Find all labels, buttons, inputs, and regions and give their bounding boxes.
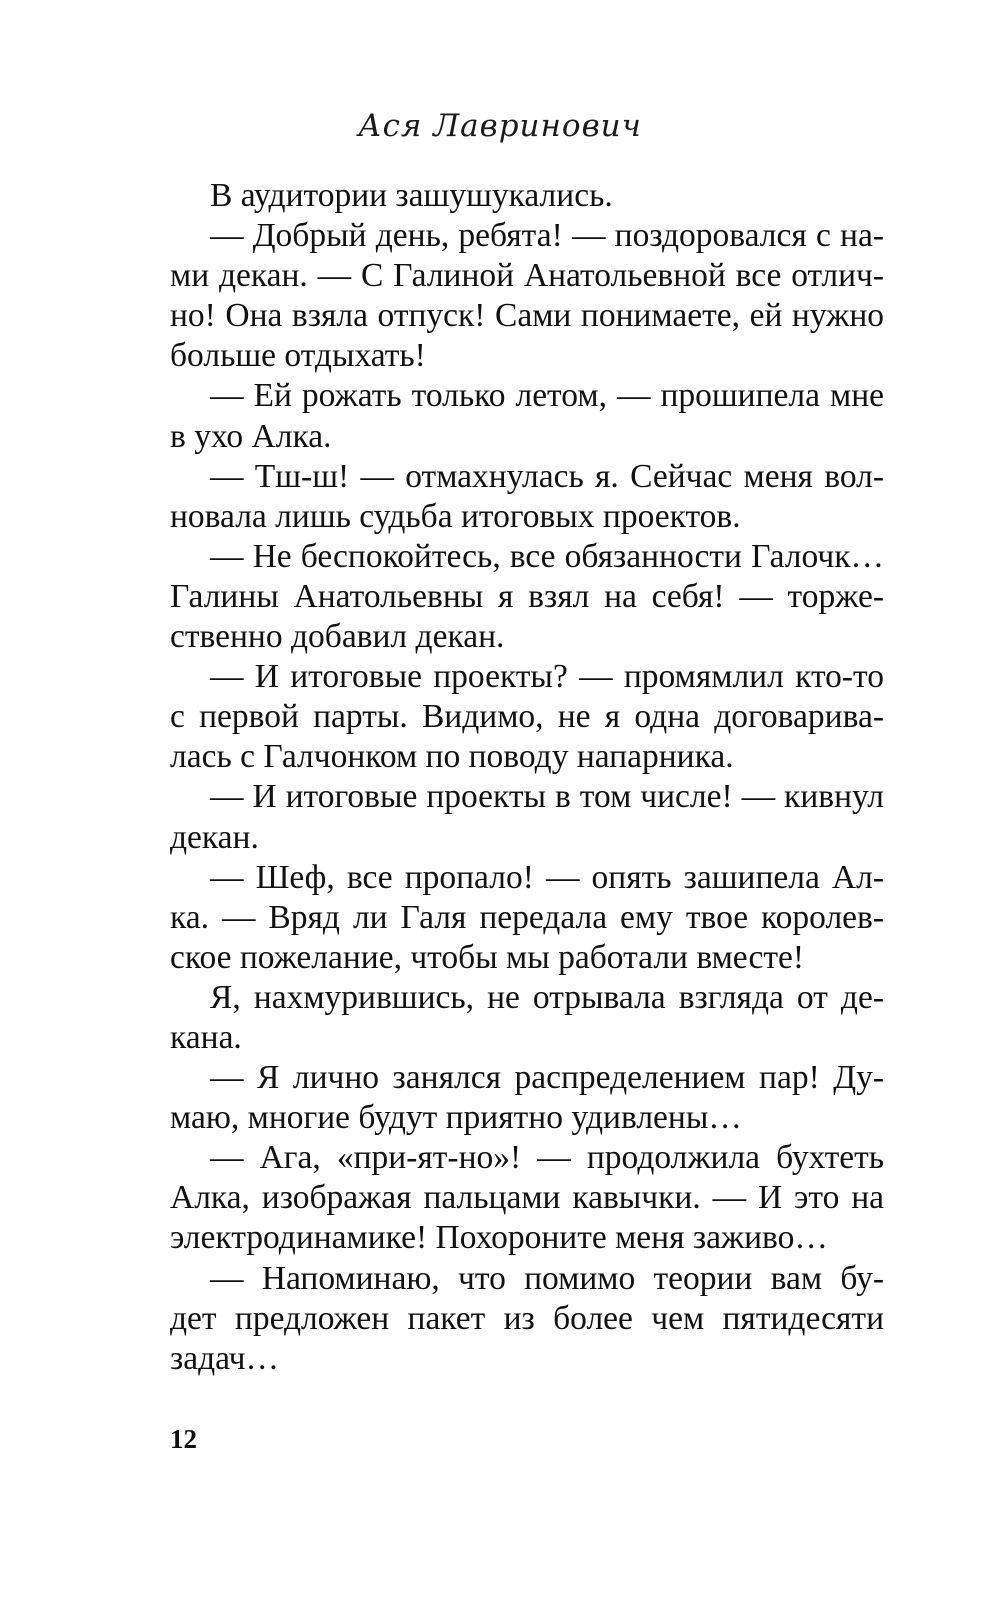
- text-line: в ухо Алка.: [170, 417, 332, 455]
- text-line: кана.: [170, 1018, 242, 1056]
- text-line: больше отдыхать!: [170, 337, 426, 375]
- text-line: — Шеф, все пропало! — опять зашипела Ал-: [210, 858, 884, 896]
- text-line: В аудитории зашушукались.: [210, 177, 613, 214]
- text-line: маю, многие будут приятно удивлены…: [170, 1099, 742, 1137]
- text-line: ственно добавил декан.: [170, 618, 505, 656]
- text-line: — Ей рожать только летом, — прошипела мне: [210, 377, 884, 415]
- text-line: лась с Галчонком по поводу напарника.: [170, 738, 734, 776]
- text-line: — Добрый день, ребята! — поздоровался с на-: [210, 217, 884, 255]
- text-line: — Тш-ш! — отмахнулась я. Сейчас меня вол-: [210, 457, 884, 495]
- text-line: ское пожелание, чтобы мы работали вместе!: [170, 938, 805, 976]
- text-line: — И итоговые проекты? — промямлил кто-то: [210, 658, 884, 696]
- text-line: Алка, изображая пальцами кавычки. — И это на: [170, 1179, 884, 1217]
- body-text: [170, 176, 884, 1379]
- text-line: Я, нахмурившись, не отрывала взгляда от де-: [210, 978, 884, 1016]
- text-line: задач…: [170, 1339, 280, 1377]
- text-line: но! Она взяла отпуск! Сами понимаете, ей нужно: [170, 297, 884, 335]
- page-number: 12: [170, 1424, 197, 1454]
- text-line: ка. — Вряд ли Галя передала ему твое королев-: [170, 898, 884, 936]
- text-line: — Не беспокойтесь, все обязанности Галочк…: [210, 537, 884, 575]
- text-line: электродинамике! Похороните меня заживо…: [170, 1219, 828, 1257]
- text-line: — И итоговые проекты в том числе! — кивнул: [210, 778, 884, 816]
- text-line: дет предложен пакет из более чем пятидесяти: [170, 1299, 884, 1337]
- text-line: — Напоминаю, что помимо теории вам бу-: [210, 1259, 884, 1297]
- running-head-author: Ася Лавринович: [358, 108, 642, 144]
- text-line: Галины Анатольевны я взял на себя! — торже-: [170, 577, 884, 615]
- text-line: — Ага, «при-ят-но»! — продолжила бухтеть: [210, 1139, 884, 1177]
- text-line: ми декан. — С Галиной Анатольевной все отлич-: [170, 257, 884, 295]
- text-line: — Я лично занялся распределением пар! Ду-: [210, 1059, 884, 1097]
- text-line: новала лишь судьба итоговых проектов.: [170, 497, 741, 535]
- text-line: декан.: [170, 818, 259, 856]
- text-line: с первой парты. Видимо, не я одна договарива-: [170, 698, 884, 736]
